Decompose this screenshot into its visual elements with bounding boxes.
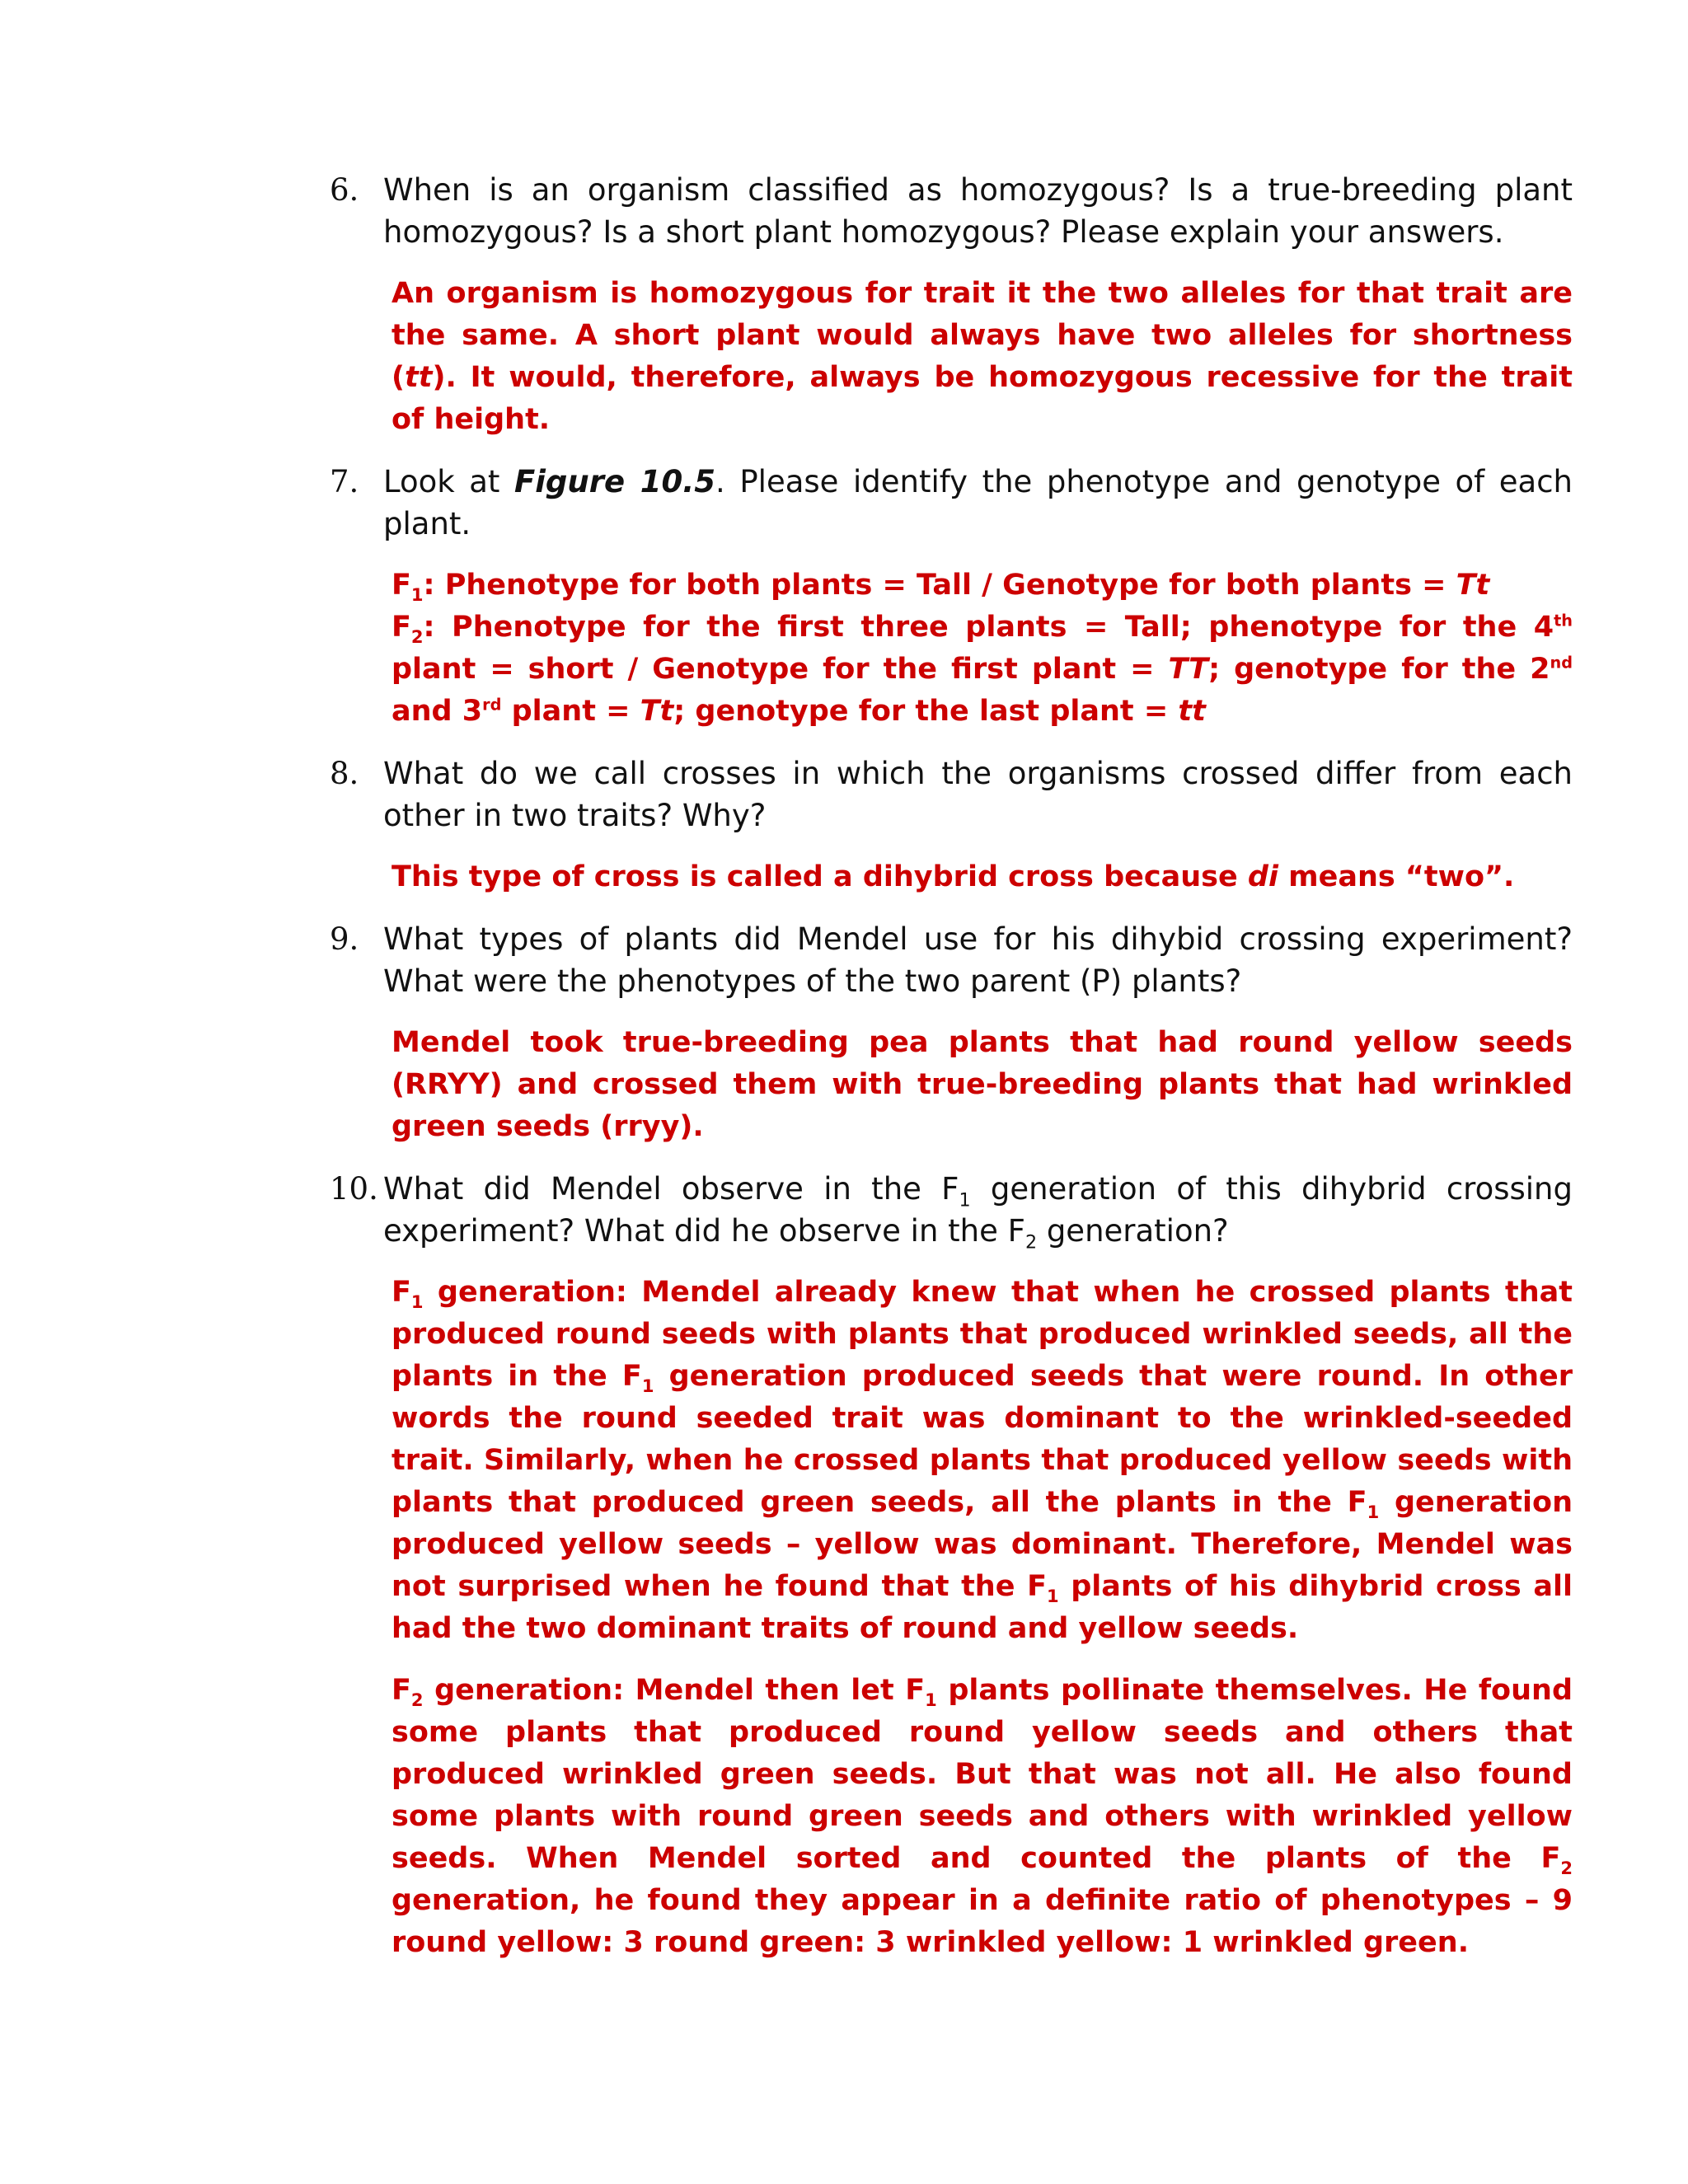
question-8 <box>330 752 1573 837</box>
subscript: 1 <box>1047 1586 1059 1606</box>
genotype-italic: TT <box>1168 653 1209 686</box>
question-7 <box>330 461 1573 545</box>
answer-6 <box>392 273 1573 441</box>
answer-text: Mendel took true-breeding pea plants that had round yellow seeds (RRYY) and crossed them with true-breeding plants that had wrinkled green seeds (rryy). <box>392 1026 1573 1143</box>
subscript: 2 <box>1560 1858 1573 1878</box>
genotype-italic: Tt <box>640 695 674 728</box>
answer-text: generation: Mendel already knew that when he crossed plants that produced round seeds with plants that produced wrinkled seeds, all the plants in the F <box>392 1276 1573 1393</box>
generation-label: F <box>392 569 411 602</box>
answer-text: generation produced yellow seeds – yellow was dominant. Therefore, Mendel was not surprised when he found that the F <box>392 1486 1573 1603</box>
answer-text: generation: Mendel then let F <box>423 1674 926 1707</box>
genotype-italic: Tt <box>1456 569 1490 602</box>
answer-f2-text <box>392 611 1573 728</box>
answer-text: plants pollinate themselves. He found some plants that produced round yellow seeds and others that produced wrinkled green seeds. But that was not all. He also found some plants with round green seeds and others with wrinkled yellow seeds. When Mendel sorted and counted the plants of the F <box>392 1674 1573 1875</box>
generation-label: F <box>392 611 411 644</box>
question-number: 10. <box>330 1171 378 1207</box>
superscript: rd <box>482 695 502 715</box>
subscript: 1 <box>641 1376 654 1396</box>
answer-text: ; genotype for the 2 <box>1208 653 1550 686</box>
answer-text: plants of his dihybrid cross all had the two dominant traits of round and yellow seeds. <box>392 1570 1573 1645</box>
generation-label: F <box>392 1276 411 1309</box>
answer-text: An organism is homozygous for trait it the two alleles for that trait are the same. A short plant would always have two alleles for shortness ( <box>392 277 1573 394</box>
answer-text: : Phenotype for both plants = Tall / Genotype for both plants = <box>423 569 1456 602</box>
answer-8 <box>392 856 1573 898</box>
figure-reference: Figure 10.5 <box>513 464 716 499</box>
superscript: th <box>1554 611 1573 630</box>
answer-7 <box>392 565 1573 733</box>
subscript: 1 <box>959 1189 971 1212</box>
question-number: 7. <box>330 464 359 499</box>
question-text: . Please identify the phenotype and genotype of each plant. <box>383 464 1573 541</box>
answer-9 <box>392 1022 1573 1148</box>
question-text: What types of plants did Mendel use for his dihybid crossing experiment? What were the phenotypes of the two parent (P) plants? <box>383 921 1573 999</box>
italic-term: di <box>1247 860 1278 893</box>
question-number: 8. <box>330 756 359 791</box>
question-number: 9. <box>330 921 359 957</box>
answer-text: ). It would, therefore, always be homozygous recessive for the trait of height. <box>392 361 1573 436</box>
subscript: 2 <box>1025 1231 1038 1254</box>
question-10 <box>330 1168 1573 1252</box>
document-content <box>330 169 1573 1984</box>
genotype-italic: tt <box>1178 695 1206 728</box>
subscript: 2 <box>410 627 424 647</box>
question-number: 6. <box>330 172 359 208</box>
question-text: What did Mendel observe in the F <box>383 1171 959 1207</box>
subscript: 1 <box>1367 1502 1380 1522</box>
generation-label: F <box>392 1674 411 1707</box>
question-text: Look at <box>383 464 514 499</box>
question-text: generation of this dihybrid crossing experiment? What did he observe in the F <box>383 1171 1573 1249</box>
answer-text: : Phenotype for the first three plants = Tall; phenotype for the 4 <box>423 611 1554 644</box>
question-9 <box>330 918 1573 1002</box>
question-text: When is an organism classified as homozygous? Is a true-breeding plant homozygous? Is a short plant homozygous? Please explain your answers. <box>383 172 1573 250</box>
answer-text: and 3 <box>392 695 483 728</box>
answer-10-f2 <box>392 1670 1573 1964</box>
answer-text: This type of cross is called a dihybrid cross because <box>392 860 1248 893</box>
answer-10-f1 <box>392 1272 1573 1650</box>
answer-text: plant = short / Genotype for the first plant = <box>392 653 1169 686</box>
answer-text: generation produced seeds that were round. In other words the round seeded trait was dominant to the wrinkled-seeded trait. Similarly, when he crossed plants that produced yellow seeds with plants that produced green seeds, all the plants in the F <box>392 1360 1573 1519</box>
subscript: 1 <box>925 1690 937 1710</box>
subscript: 1 <box>410 1292 424 1312</box>
genotype-italic: tt <box>405 361 433 394</box>
answer-text: plant = <box>501 695 640 728</box>
subscript: 1 <box>410 585 424 605</box>
answer-text: ; genotype for the last plant = <box>673 695 1179 728</box>
question-6 <box>330 169 1573 253</box>
question-text: generation? <box>1037 1213 1229 1249</box>
answer-f1-line <box>392 565 1573 607</box>
superscript: nd <box>1550 653 1573 673</box>
answer-text: means “two”. <box>1278 860 1515 893</box>
subscript: 2 <box>410 1690 424 1710</box>
question-text: What do we call crosses in which the organisms crossed differ from each other in two traits? Why? <box>383 756 1573 833</box>
answer-text: generation, he found they appear in a definite ratio of phenotypes – 9 round yellow: 3 round green: 3 wrinkled yellow: 1 wrinkled green. <box>392 1884 1573 1959</box>
